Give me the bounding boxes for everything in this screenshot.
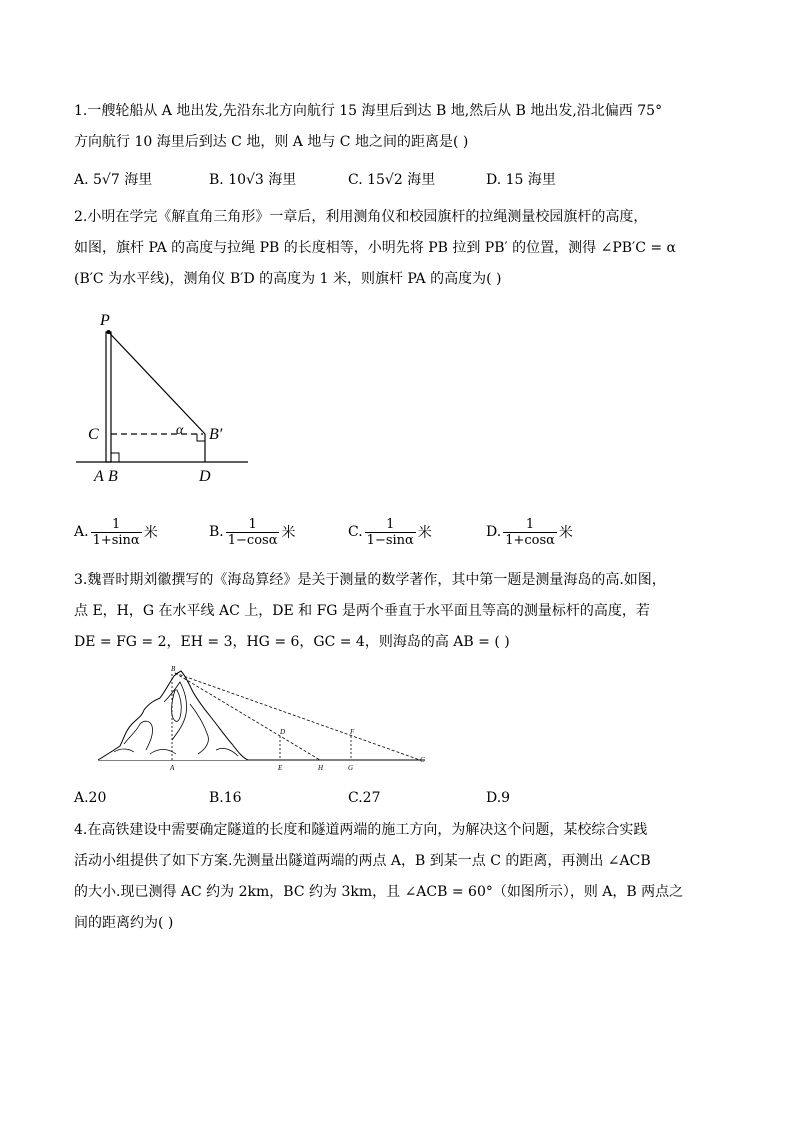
- q3-choice-b: B.16: [209, 790, 242, 806]
- rope-pb-prime: [109, 332, 206, 434]
- q2-choice-c-fraction: [365, 517, 416, 548]
- right-angle-mark-a: [111, 453, 119, 462]
- q3-stem-line-3: DE = FG = 2，EH = 3，HG = 6，GC = 4，则海岛的高 AB = ( ): [74, 634, 510, 650]
- q2-choices: [74, 512, 774, 552]
- label-a: A: [94, 468, 104, 485]
- q1-choices: [74, 172, 774, 188]
- label-alpha: α: [176, 423, 184, 438]
- q3-choice-a: A.20: [74, 790, 107, 806]
- q1-choice-a: A. 5√7 海里: [74, 172, 153, 188]
- q2-stem-line-1: 2.小明在学完《解直角三角形》一章后，利用测角仪和校园旗杆的拉绳测量校园旗杆的高度，: [74, 209, 648, 225]
- q2-choice-b-unit: 米: [281, 525, 296, 541]
- q1-choice-b: B. 10√3 海里: [209, 172, 297, 188]
- q1-choice-d: D. 15 海里: [486, 172, 556, 188]
- label-f: F: [350, 728, 355, 736]
- q2-choice-d-unit: 米: [558, 525, 573, 541]
- q2-flagpole-figure: [70, 305, 260, 485]
- q4-stem-line-4: 间的距离约为( ): [74, 915, 174, 931]
- q2-choice-a-numerator: 1: [112, 516, 121, 532]
- label-p: P: [100, 312, 110, 329]
- right-angle-mark-b-prime: [197, 434, 205, 441]
- q4-stem-line-3: 的大小.现已测得 AC 约为 2km，BC 约为 3km，且 ∠ACB = 60°（如图所示），则 A，B 两点之: [74, 884, 684, 900]
- q1-choice-c: C. 15√2 海里: [348, 172, 436, 188]
- q2-stem-line-2: 如图，旗杆 PA 的高度与拉绳 PB 的长度相等，小明先将 PB 拉到 PB′ 的位置，测得 ∠PB′C = α: [74, 240, 677, 256]
- q2-stem-line-3: (B′C 为水平线)，测角仪 B′D 的高度为 1 米，则旗杆 PA 的高度为( ): [74, 271, 502, 287]
- q3-stem-line-1: 3.魏晋时期刘徽撰写的《海岛算经》是关于测量的数学著作，其中第一题是测量海岛的高.如图，: [74, 572, 666, 588]
- q2-choice-b-numerator: 1: [248, 516, 257, 532]
- q2-choice-c-denominator: 1−sinα: [366, 532, 414, 548]
- q2-choice-d-denominator: 1+cosα: [505, 532, 555, 548]
- q3-choices: [74, 790, 774, 806]
- q2-choice-d-letter: D.: [486, 524, 502, 540]
- q2-choice-b-letter: B.: [209, 524, 224, 540]
- label-e: E: [278, 764, 283, 772]
- q2-choice-a-unit: 米: [143, 525, 158, 541]
- flagpole: [106, 332, 111, 462]
- q3-island-figure: [80, 660, 440, 772]
- q2-choice-c-numerator: 1: [386, 516, 395, 532]
- q2-choice-a-fraction: [91, 517, 142, 548]
- q2-choice-b-denominator: 1−cosα: [227, 532, 278, 548]
- q2-choice-b-fraction: [226, 517, 280, 548]
- label-d: D: [280, 728, 286, 736]
- label-a: A: [170, 764, 175, 772]
- q3-choice-c: C.27: [348, 790, 381, 806]
- label-g: G: [348, 764, 354, 772]
- q2-choice-c-unit: 米: [417, 525, 432, 541]
- island-mountain-outline: [98, 671, 248, 760]
- label-c: C: [420, 756, 425, 764]
- q2-choice-d-fraction: [503, 517, 557, 548]
- q1-stem-line-2: 方向航行 10 海里后到达 C 地，则 A 地与 C 地之间的距离是( ): [74, 134, 469, 150]
- label-b: B: [108, 468, 118, 485]
- q2-choice-d-numerator: 1: [525, 516, 535, 532]
- label-c: C: [88, 426, 99, 443]
- q3-choice-d: D.9: [486, 790, 511, 806]
- q1-stem-line-1: 1.一艘轮船从 A 地出发,先沿东北方向航行 15 海里后到达 B 地,然后从 B 地出发,沿北偏西 75°: [74, 103, 663, 119]
- q3-stem-line-2: 点 E，H，G 在水平线 AC 上，DE 和 FG 是两个垂直于水平面且等高的测量标杆的高度，若: [74, 603, 650, 619]
- label-b: B: [171, 665, 176, 673]
- q4-stem-line-2: 活动小组提供了如下方案.先测量出隧道两端的两点 A，B 到某一点 C 的距离，再测出 ∠ACB: [74, 853, 651, 869]
- q2-choice-a-denominator: 1+sinα: [92, 532, 140, 548]
- q2-choice-c: [348, 512, 432, 552]
- q2-choice-c-letter: C.: [348, 524, 363, 540]
- q4-stem-line-1: 4.在高铁建设中需要确定隧道的长度和隧道两端的施工方向，为解决这个问题，某校综合实践: [74, 822, 648, 838]
- q2-choice-a-letter: A.: [74, 524, 89, 540]
- q2-choice-d: [486, 512, 573, 552]
- label-d: D: [199, 468, 211, 485]
- label-b-prime: B′: [209, 426, 223, 443]
- label-h: H: [318, 764, 324, 772]
- q2-choice-a: [74, 512, 158, 552]
- q2-choice-b: [209, 512, 295, 552]
